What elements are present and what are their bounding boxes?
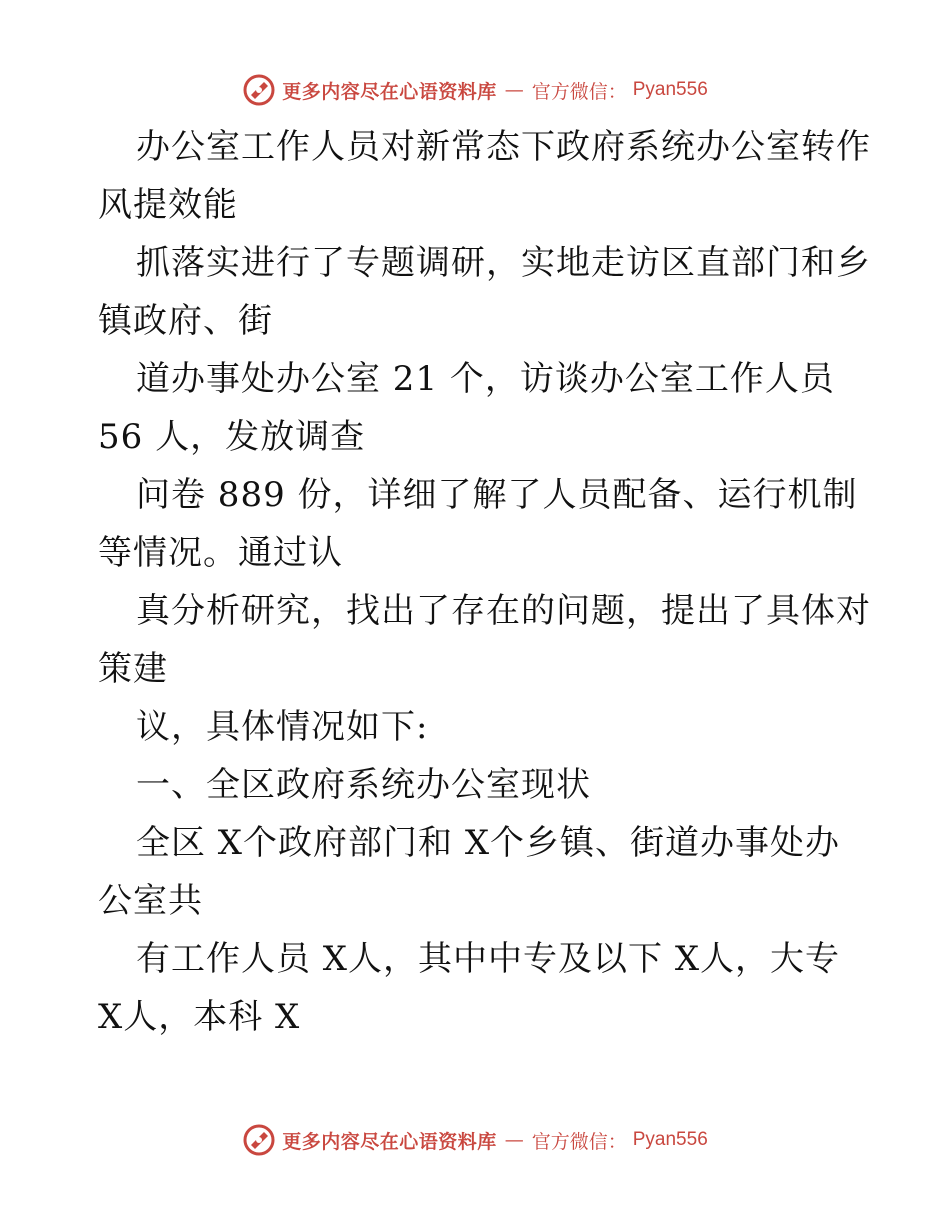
paragraph-line: 问卷 889 份，详细了解了人员配备、运行机制 <box>136 475 858 515</box>
paragraph-line: X人，本科 X <box>98 997 301 1037</box>
banner-dash: — <box>504 79 524 101</box>
paragraph-line: 议，具体情况如下: <box>136 707 429 747</box>
banner-dash: — <box>504 1129 524 1151</box>
header-banner-content <box>242 73 708 107</box>
banner-wechat-id: Pyan556 <box>632 1129 708 1150</box>
paragraph-line: 56 人，发放调查 <box>98 417 366 457</box>
paragraph-line: 策建 <box>98 649 168 689</box>
paragraph-line: 镇政府、街 <box>98 301 273 341</box>
paragraph-line: 等情况。通过认 <box>98 533 343 573</box>
paragraph-line: 有工作人员 X人，其中中专及以下 X人，大专 <box>136 939 841 979</box>
banner-wechat-label: 官方微信： <box>531 80 627 103</box>
banner-wechat-id: Pyan556 <box>632 79 708 100</box>
paragraph-line: 全区 X个政府部门和 X个乡镇、街道办事处办 <box>136 823 841 863</box>
banner-slogan: 更多内容尽在心语资料库 <box>282 80 497 103</box>
paragraph-line: 公室共 <box>98 881 203 921</box>
paragraph-line: 抓落实进行了专题调研，实地走访区直部门和乡 <box>136 243 871 283</box>
brand-logo-icon <box>242 73 276 107</box>
paragraph-line: 办公室工作人员对新常态下政府系统办公室转作 <box>136 127 871 167</box>
brand-logo-icon <box>242 1123 276 1157</box>
paragraph-line: 真分析研究，找出了存在的问题，提出了具体对 <box>136 591 871 631</box>
banner-wechat-label: 官方微信： <box>531 1130 627 1153</box>
paragraph-line: 风提效能 <box>98 185 238 225</box>
header-banner <box>0 70 950 110</box>
document-body <box>98 118 871 1046</box>
banner-slogan: 更多内容尽在心语资料库 <box>282 1130 497 1153</box>
footer-banner <box>0 1120 950 1160</box>
footer-banner-content <box>242 1123 708 1157</box>
section-heading: 一、全区政府系统办公室现状 <box>136 765 591 805</box>
paragraph-line: 道办事处办公室 21 个，访谈办公室工作人员 <box>136 359 835 399</box>
